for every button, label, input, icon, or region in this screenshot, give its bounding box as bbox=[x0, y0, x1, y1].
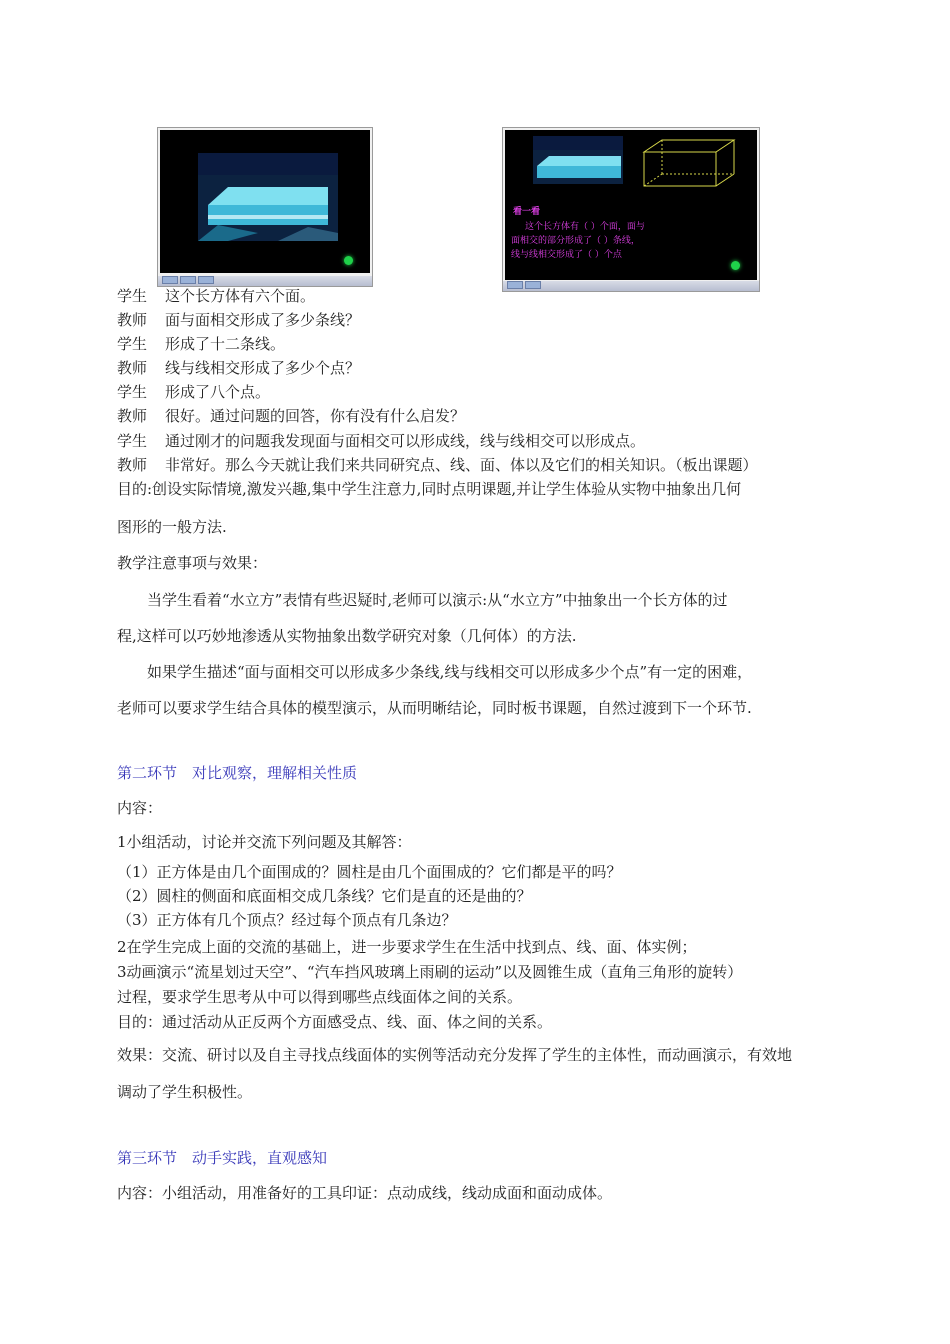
note-paragraph: 老师可以要求学生结合具体的模型演示，从而明晰结论，同时板书课题，自然过渡到下一个环节. bbox=[117, 699, 752, 717]
effect-text: 效果：交流、研讨以及自主寻找点线面体的实例等活动充分发挥了学生的主体性，而动画演示，有效地 bbox=[117, 1046, 793, 1064]
slide-caption-1: 看一看 bbox=[513, 207, 541, 217]
question-item: （1）正方体是由几个面围成的？圆柱是由几个面围成的？它们都是平的吗？ bbox=[117, 863, 622, 881]
purpose-text: 目的:创设实际情境,激发兴趣,集中学生注意力,同时点明课题,并让学生体验从实物中抽象出几何 bbox=[117, 480, 742, 498]
building-photo-small-icon bbox=[533, 136, 623, 184]
question-item: （2）圆柱的侧面和底面相交成几条线？它们是直的还是曲的？ bbox=[117, 887, 532, 905]
slide-screenshot-right bbox=[502, 127, 760, 292]
building-photo-icon bbox=[198, 153, 338, 241]
note-paragraph: 如果学生描述“面与面相交可以形成多少条线,线与线相交可以形成多少个点”有一定的困难， bbox=[147, 663, 753, 681]
list-item: 2在学生完成上面的交流的基础上，进一步要求学生在生活中找到点、线、面、体实例； bbox=[117, 938, 697, 956]
note-paragraph: 程,这样可以巧妙地渗透从实物抽象出数学研究对象（几何体）的方法. bbox=[117, 627, 577, 645]
dialogue-line: 学生 形成了十二条线。 bbox=[117, 335, 286, 353]
list-item: 3动画演示“流星划过天空”、“汽车挡风玻璃上雨刷的运动”以及圆锥生成（直角三角形的旋转） bbox=[117, 963, 743, 981]
list-item: 过程，要求学生思考从中可以得到哪些点线面体之间的关系。 bbox=[117, 988, 523, 1006]
purpose-text: 目的：通过活动从正反两个方面感受点、线、面、体之间的关系。 bbox=[117, 1013, 553, 1031]
slide-caption-2: 这个长方体有（ ）个面，面与 bbox=[525, 222, 645, 232]
notes-title: 教学注意事项与效果： bbox=[117, 554, 268, 572]
section-heading: 第二环节 对比观察，理解相关性质 bbox=[117, 764, 358, 782]
dialogue-line: 学生 这个长方体有六个面。 bbox=[117, 287, 316, 305]
cuboid-wireframe-icon bbox=[638, 134, 738, 190]
note-paragraph: 当学生看着“水立方”表情有些迟疑时,老师可以演示:从“水立方”中抽象出一个长方体的过 bbox=[147, 591, 728, 609]
purpose-text: 图形的一般方法. bbox=[117, 518, 227, 536]
list-item: 1小组活动，讨论并交流下列问题及其解答： bbox=[117, 833, 412, 851]
content-label: 内容： bbox=[117, 799, 163, 817]
effect-text: 调动了学生积极性。 bbox=[117, 1083, 253, 1101]
dialogue-line: 教师 面与面相交形成了多少条线？ bbox=[117, 311, 361, 329]
slide-caption-3: 面相交的部分形成了（ ）条线， bbox=[511, 236, 640, 246]
dialogue-line: 学生 形成了八个点。 bbox=[117, 383, 271, 401]
dialogue-line: 教师 非常好。那么今天就让我们来共同研究点、线、面、体以及它们的相关知识。（板出课题） bbox=[117, 456, 758, 474]
slide-screenshot-left bbox=[157, 127, 373, 287]
question-item: （3）正方体有几个顶点？经过每个顶点有几条边？ bbox=[117, 911, 457, 929]
dialogue-line: 教师 线与线相交形成了多少个点？ bbox=[117, 359, 361, 377]
dialogue-line: 学生 通过刚才的问题我发现面与面相交可以形成线，线与线相交可以形成点。 bbox=[117, 432, 646, 450]
content-text: 内容：小组活动，用准备好的工具印证：点动成线，线动成面和面动成体。 bbox=[117, 1184, 613, 1202]
slide-caption-4: 线与线相交形成了（ ）个点 bbox=[511, 250, 622, 260]
dialogue-line: 教师 很好。通过问题的回答，你有没有什么启发？ bbox=[117, 407, 466, 425]
section-heading: 第三环节 动手实践，直观感知 bbox=[117, 1149, 328, 1167]
